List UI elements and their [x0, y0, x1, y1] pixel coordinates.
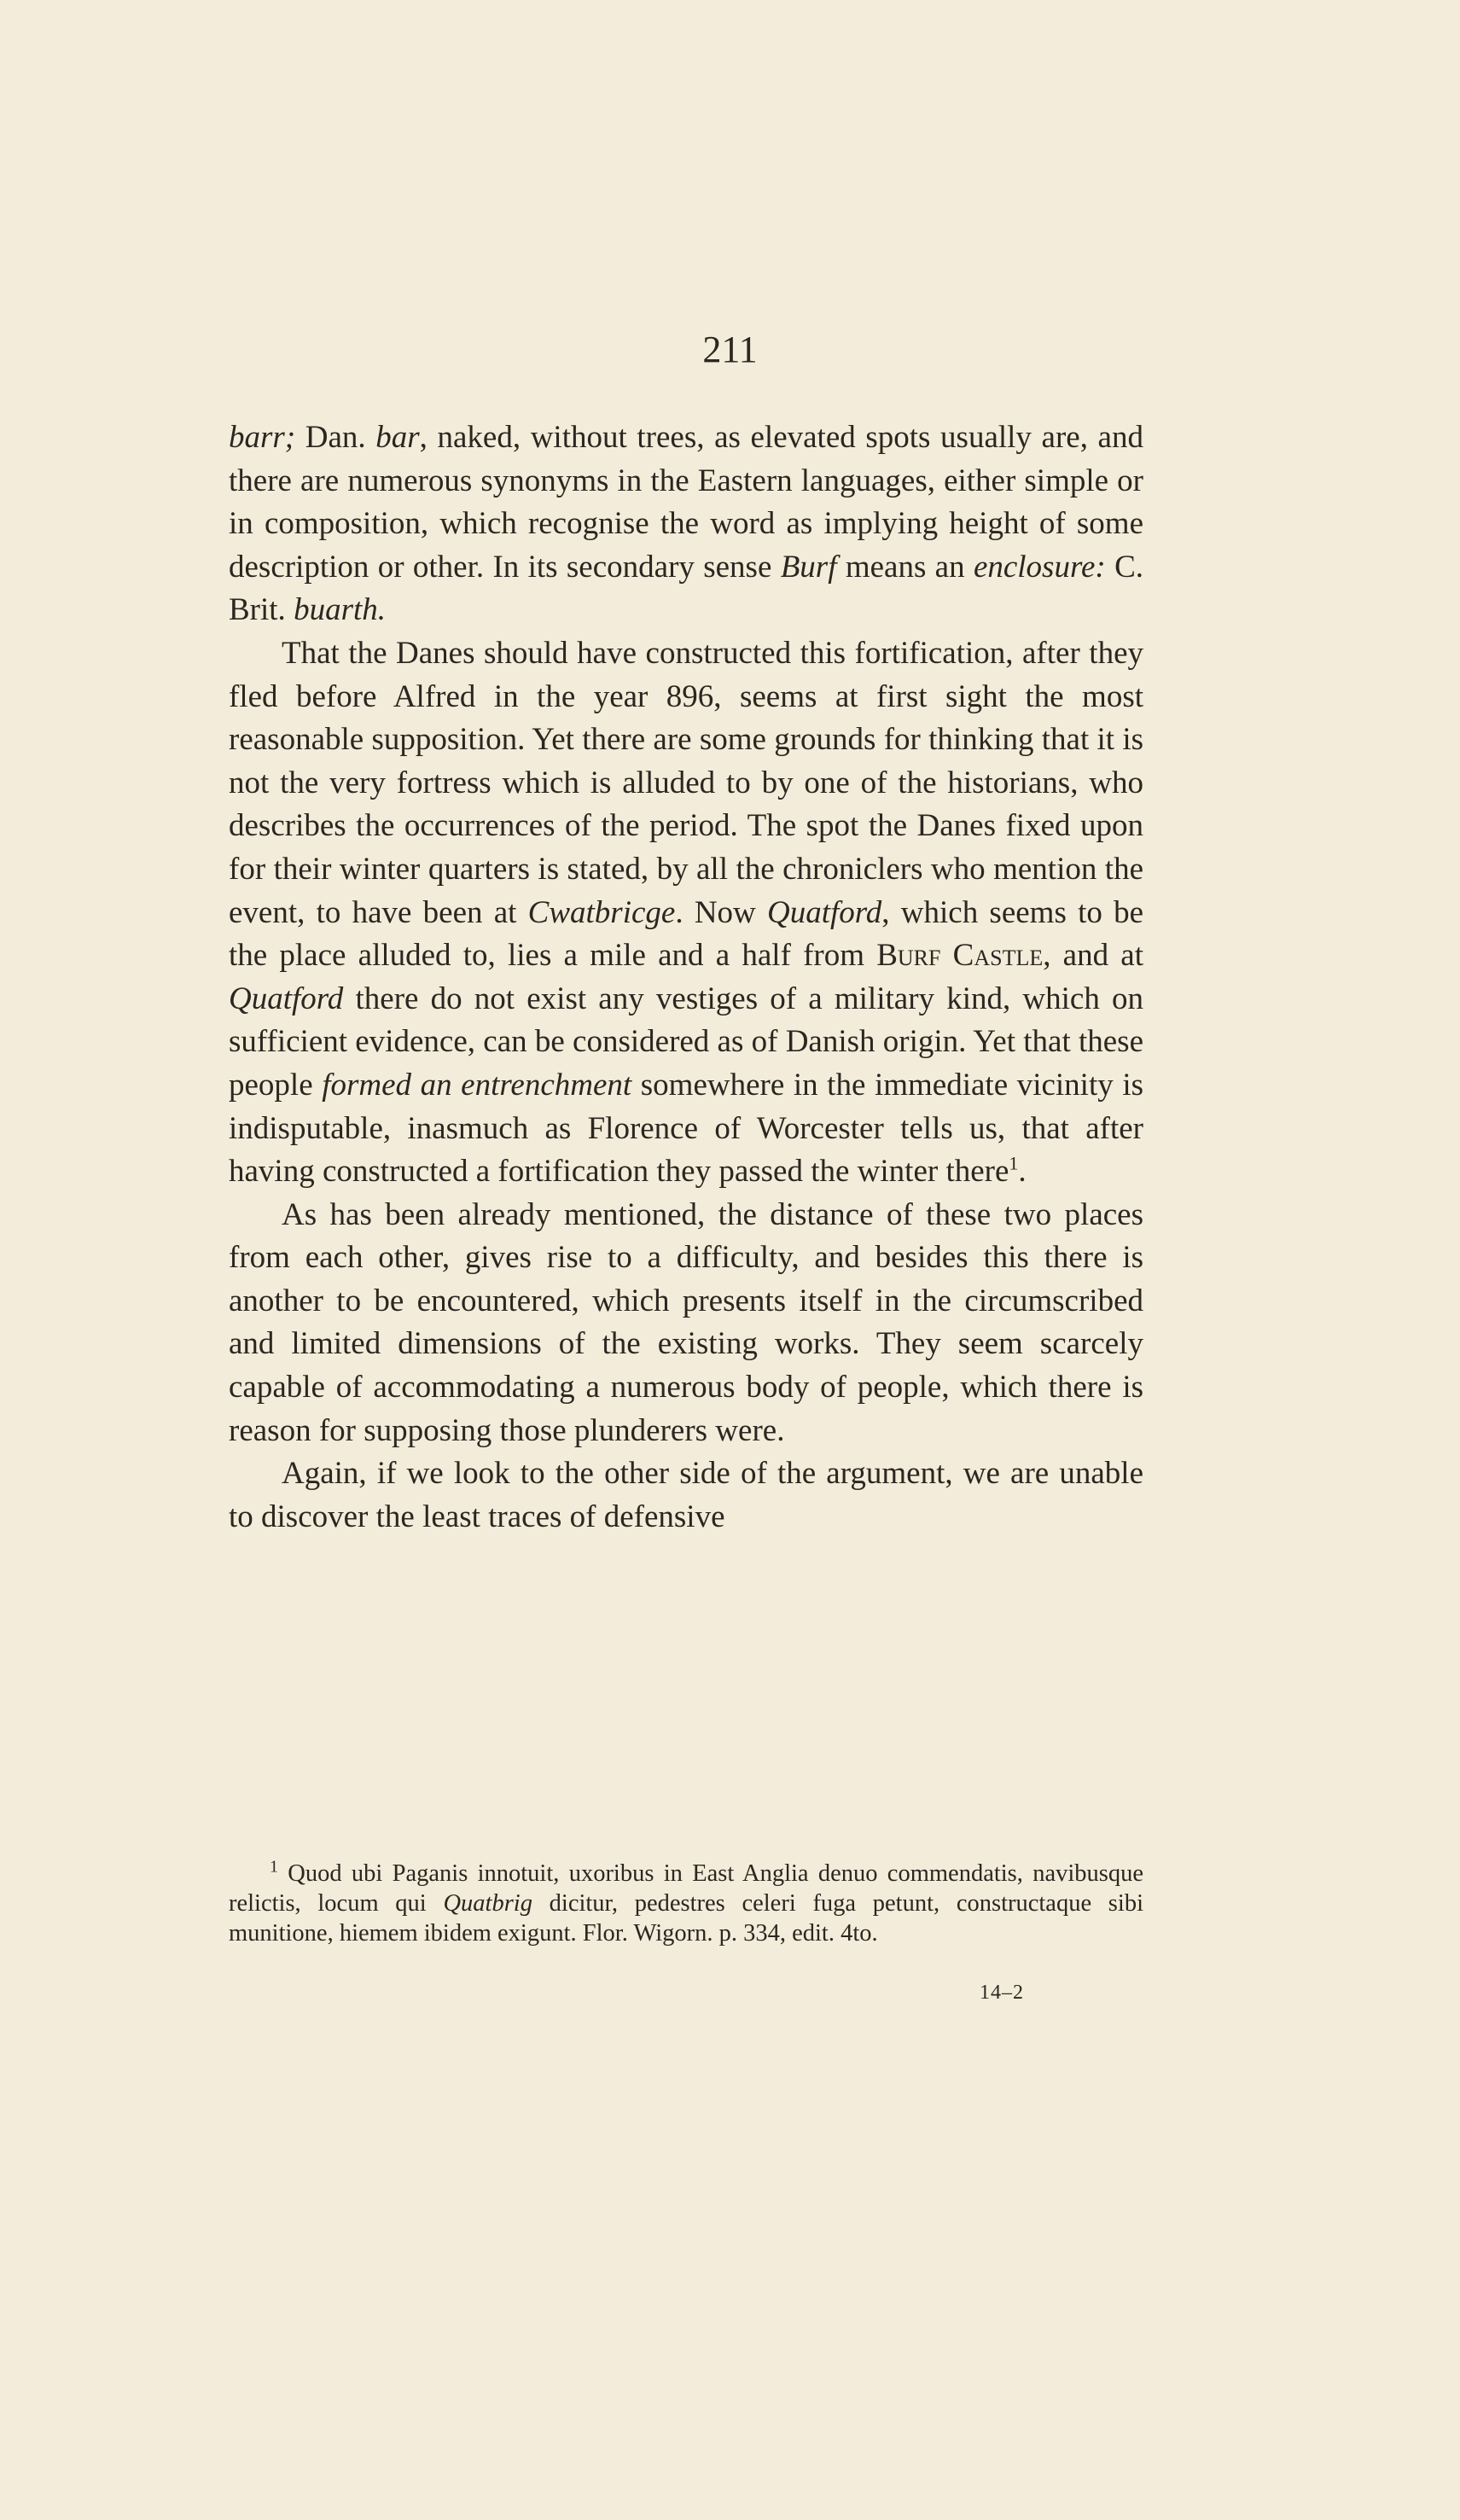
- text-run: , naked, without trees, as elevated spots usually are, and there are numerous synonyms in the Eastern languages, either simple or in composition, which recognise the word as implying height of some description or other. In its secondary sense: [229, 420, 1143, 585]
- footnote: [229, 1859, 1143, 1948]
- text-run: Quod ubi Paganis innotuit, uxoribus in East Anglia denuo commendatis, navibusque relictis, locum qui: [229, 1860, 1143, 1917]
- italic-run: Quatford: [229, 981, 344, 1016]
- text-run: dicitur, pedestres celeri fuga petunt, constructaque sibi munitione, hiemem ibidem exigunt. Flor. Wigorn. p. 334, edit. 4to.: [229, 1890, 1143, 1947]
- text-run: .: [1018, 1154, 1027, 1190]
- italic-run: Cwatbricge: [527, 894, 676, 930]
- italic-run: Quatford: [766, 894, 882, 930]
- text-run: Again, if we look to the other side of the argument, we are unable to discover the least traces of defensive: [229, 1456, 1143, 1534]
- footnote-mark: 1: [270, 1857, 278, 1877]
- italic-run: Burf: [780, 549, 837, 585]
- italic-run: Quatbrig: [443, 1890, 532, 1917]
- italic-run: enclosure:: [973, 549, 1106, 585]
- small-caps-run: Burf Castle: [876, 938, 1044, 974]
- italic-run: barr;: [229, 420, 296, 455]
- footnote-reference: 1: [1009, 1152, 1019, 1174]
- page-number: 211: [702, 329, 758, 370]
- paragraph-4: [229, 1452, 1143, 1539]
- text-run: As has been already mentioned, the distance of these two places from each other, gives rise to a difficulty, and besides this there is another to be encountered, which presents itself in the circumscribed and limited dimensions of the existing works. They seem scarcely capable of accommodating a numerous body of people, which there is reason for supposing those plunderers were.: [229, 1196, 1143, 1448]
- paragraph-1: [229, 416, 1143, 632]
- italic-run: buarth.: [294, 592, 386, 628]
- printer-signature-mark: 14–2: [980, 1982, 1024, 2004]
- body-text: [229, 416, 1143, 1539]
- text-run: . Now: [675, 894, 767, 930]
- italic-run: bar: [375, 420, 420, 455]
- paragraph-2: [229, 632, 1143, 1194]
- text-run: , and at: [1043, 938, 1143, 974]
- text-run: means an: [836, 549, 974, 585]
- text-run: somewhere in the immediate vicinity is indisputable, inasmuch as Florence of Worcester tells us, that after having constructed a fortification they passed the winter there: [229, 1067, 1144, 1190]
- text-run: there do not exist any vestiges of a military kind, which on sufficient evidence, can be considered as of Danish origin. Yet that these people: [229, 981, 1144, 1103]
- footnote-text: [229, 1859, 1143, 1948]
- text-run: , which seems to be the place alluded to, lies a mile and a half from: [229, 894, 1143, 974]
- text-run: Dan.: [295, 420, 376, 455]
- italic-run: formed an entrenchment: [322, 1067, 632, 1103]
- text-run: C. Brit.: [229, 549, 1143, 628]
- paragraph-3: [229, 1194, 1143, 1453]
- text-run: That the Danes should have constructed this fortification, after they fled before Alfred in the year 896, seems at first sight the most reasonable supposition. Yet there are some grounds for thinking that it is not the very fortress which is alluded to by one of the historians, who describes the occurrences of the period. The spot the Danes fixed upon for their winter quarters is stated, by all the chroniclers who mention the event, to have been at: [229, 635, 1143, 930]
